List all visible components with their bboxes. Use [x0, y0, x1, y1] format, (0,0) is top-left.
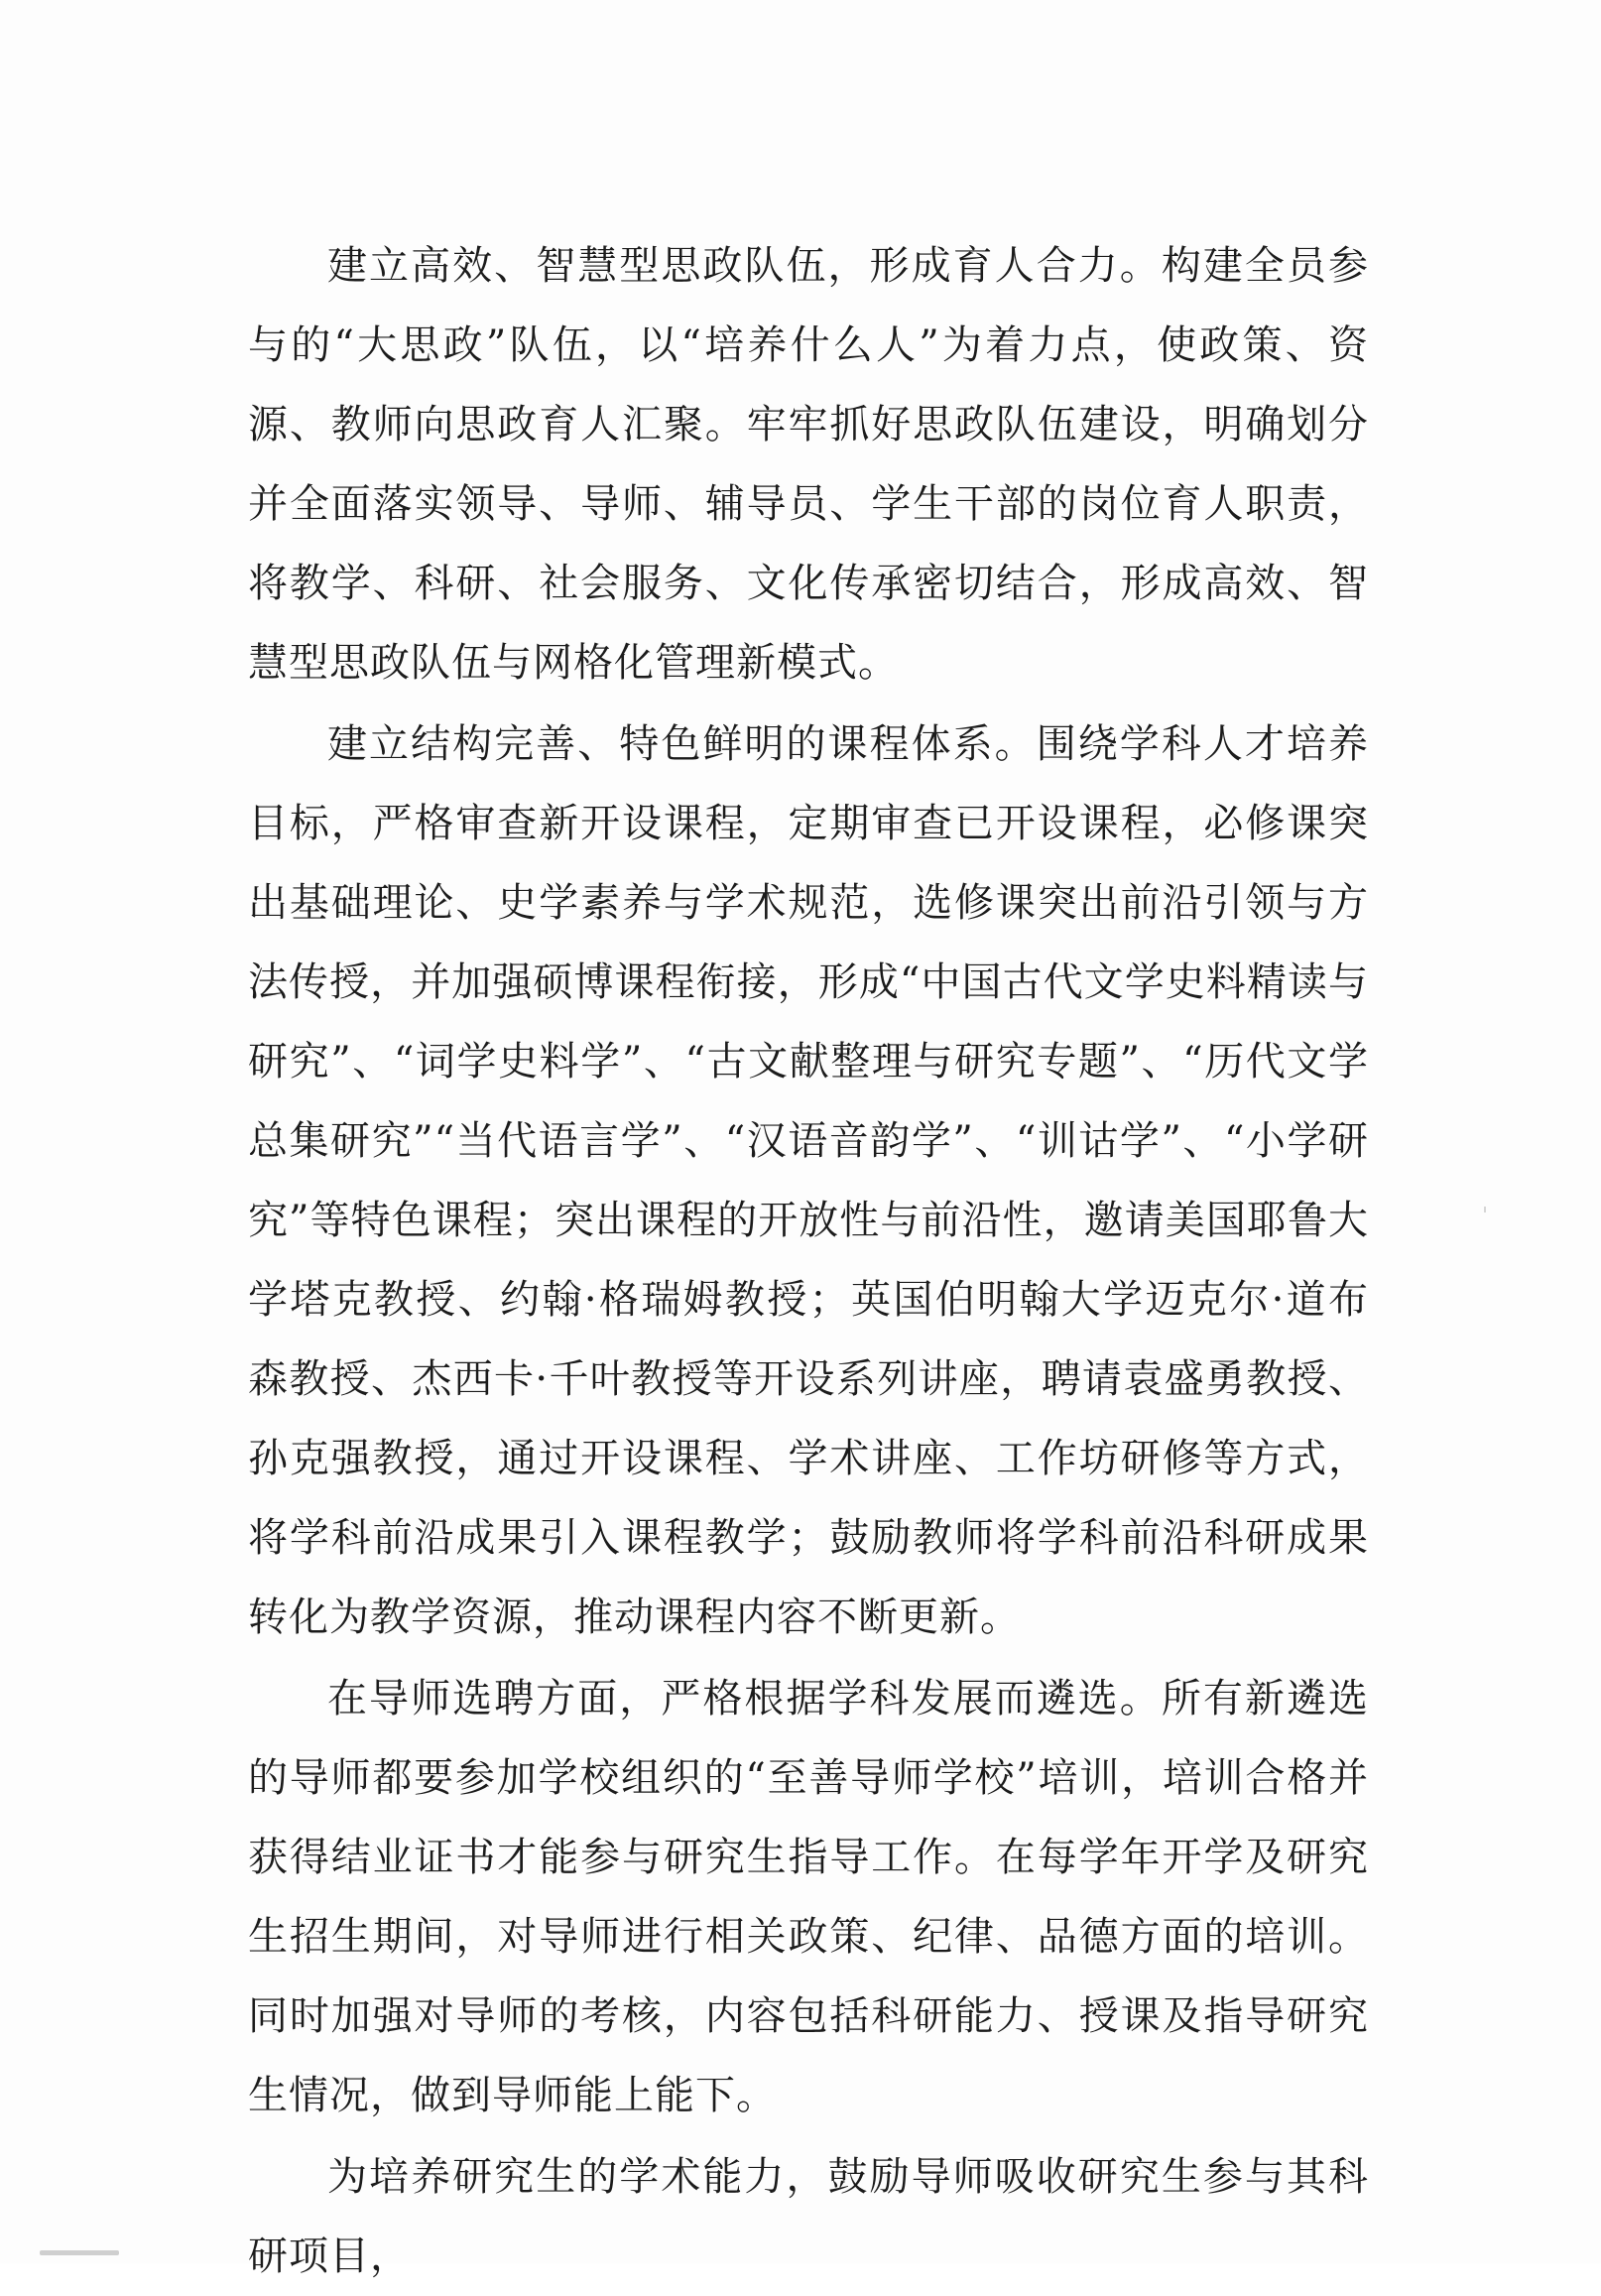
paragraph-academic-ability: 为培养研究生的学术能力，鼓励导师吸收研究生参与其科研项目， — [248, 2154, 1369, 2279]
scan-edge-mark — [40, 2250, 119, 2255]
document-body — [248, 226, 1369, 2296]
paragraph-supervisor-selection: 在导师选聘方面，严格根据学科发展而遴选。所有新遴选的导师都要参加学校组织的“至善导师学校”培训，培训合格并获得结业证书才能参与研究生指导工作。在每学年开学及研究生招生期间，对导师进行相关政策、纪律、品德方面的培训。同时加强对导师的考核，内容包括科研能力、授课及指导研究生情况，做到导师能上能下。 — [248, 1676, 1369, 2118]
scan-speck — [1484, 1207, 1486, 1212]
paragraph-ideological-team: 建立高效、智慧型思政队伍，形成育人合力。构建全员参与的“大思政”队伍，以“培养什么人”为着力点，使政策、资源、教师向思政育人汇聚。牢牢抓好思政队伍建设，明确划分并全面落实领导、导师、辅导员、学生干部的岗位育人职责，将教学、科研、社会服务、文化传承密切结合，形成高效、智慧型思政队伍与网格化管理新模式。 — [248, 243, 1369, 686]
paragraph-curriculum-system: 建立结构完善、特色鲜明的课程体系。围绕学科人才培养目标，严格审查新开设课程，定期审查已开设课程，必修课突出基础理论、史学素养与学术规范，选修课突出前沿引领与方法传授，并加强硕博课程衔接，形成“中国古代文学史料精读与研究”、“词学史料学”、“古文献整理与研究专题”、“历代文学总集研究”“当代语言学”、“汉语音韵学”、“训诂学”、“小学研究”等特色课程；突出课程的开放性与前沿性，邀请美国耶鲁大学塔克教授、约翰·格瑞姆教授；英国伯明翰大学迈克尔·道布森教授、杰西卡·千叶教授等开设系列讲座，聘请袁盛勇教授、孙克强教授，通过开设课程、学术讲座、工作坊研修等方式，将学科前沿成果引入课程教学；鼓励教师将学科前沿科研成果转化为教学资源，推动课程内容不断更新。 — [248, 721, 1369, 1640]
